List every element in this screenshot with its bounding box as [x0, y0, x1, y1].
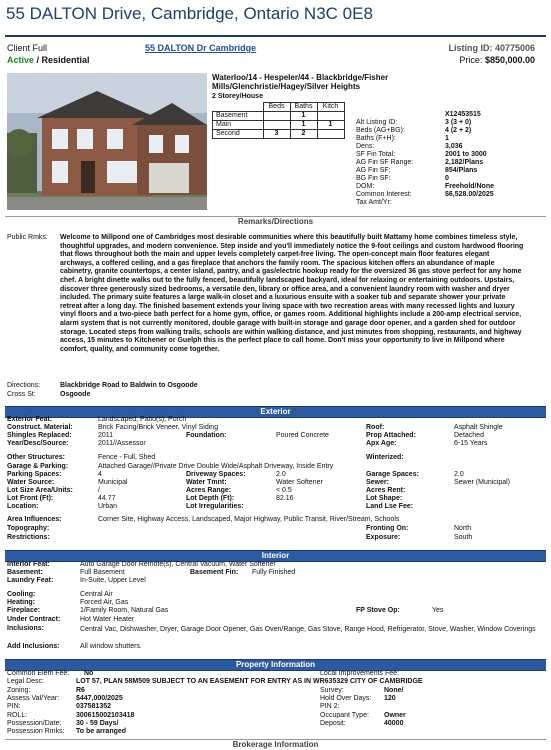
survey-value: None/	[384, 687, 404, 694]
property-type: / Residential	[36, 55, 90, 65]
fronting-value: North	[454, 525, 472, 532]
fact-value: 2001 to 3000	[445, 151, 487, 158]
garage-label: Garage & Parking:	[7, 463, 69, 470]
garage-spaces-label: Garage Spaces:	[366, 471, 419, 478]
sewer-label: Sewer:	[366, 479, 389, 486]
room-level: Second	[213, 130, 264, 139]
fronting-label: Fronting On:	[366, 525, 409, 532]
acres-range-label: Acres Range:	[186, 487, 232, 494]
roof-label: Roof:	[366, 424, 385, 431]
inclusions-label: Inclusions:	[7, 625, 44, 632]
yeardesc-value: 2011//Assessor	[98, 440, 146, 447]
fireplace-value: 1/Family Room, Natural Gas	[80, 607, 169, 614]
rooms-header-kitch: Kitch	[317, 103, 344, 112]
location-value: Urban	[98, 503, 118, 510]
heating-label: Heating:	[7, 599, 35, 606]
room-beds	[263, 112, 290, 121]
interior-feat-value: Auto Garage Door Remote(s), Central Vacuum, Water Softener	[80, 561, 276, 568]
common-fee-label: Common Elem Fee:	[7, 670, 70, 677]
construct-label: Construct. Material:	[7, 424, 73, 431]
page-title: 55 DALTON Drive, Cambridge, Ontario N3C 0E8	[6, 4, 373, 23]
header-divider	[5, 35, 546, 37]
occupant-label: Occupant Type:	[320, 712, 369, 719]
address-link[interactable]: 55 DALTON Dr Cambridge	[145, 43, 257, 53]
room-beds: 3	[263, 130, 290, 139]
garage-value: Attached Garage//Private Drive Double Wide/Asphalt Driveway, Inside Entry	[98, 463, 334, 470]
fp-stove-value: Yes	[432, 607, 444, 614]
roll-label: ROLL:	[7, 712, 28, 719]
foundation-label: Foundation:	[186, 432, 227, 439]
room-kitch: 1	[317, 121, 344, 130]
fact-row	[356, 127, 472, 142]
lot-depth-label: Lot Depth (Ft):	[186, 495, 235, 502]
remarks-heading: Remarks/Directions	[5, 216, 546, 227]
restrictions-label: Restrictions:	[7, 534, 50, 541]
yeardesc-label: Year/Desc/Source:	[7, 440, 69, 447]
rooms-header-baths: Baths	[290, 103, 317, 112]
other-structures-value: Fence - Full, Shed	[98, 454, 156, 461]
water-source-label: Water Source:	[7, 479, 55, 486]
directions-label: Directions:	[7, 382, 41, 389]
possession-remarks-value: To be arranged	[76, 728, 127, 735]
cooling-value: Central Air	[80, 591, 113, 598]
table-row	[213, 121, 345, 130]
laundry-value: In-Suite, Upper Level	[80, 577, 146, 584]
fact-row	[356, 191, 494, 206]
table-row	[213, 112, 345, 121]
land-lse-label: Land Lse Fee:	[366, 503, 414, 510]
acres-range-value: < 0.5	[276, 487, 292, 494]
status-badge: Active	[7, 55, 35, 65]
room-level: Main	[213, 121, 264, 130]
price-line	[459, 55, 535, 65]
sewer-value: Sewer (Municipal)	[454, 479, 511, 486]
fact-value: 3,036	[445, 143, 463, 150]
driveway-label: Driveway Spaces:	[186, 471, 246, 478]
fact-label: Beds (AG+BG):	[356, 127, 405, 134]
apx-age-value: 6-15 Years	[454, 440, 488, 447]
survey-label: Survey:	[320, 687, 344, 694]
roof-value: Asphalt Shingle	[454, 424, 503, 431]
facts-list	[356, 111, 495, 206]
fact-value: Freehold/None	[445, 183, 495, 190]
exposure-value: South	[454, 534, 473, 541]
driveway-value: 2.0	[276, 471, 286, 478]
exterior-feat-label: Exterior Feat:	[7, 416, 53, 423]
public-remarks-label: Public Rmks:	[7, 234, 48, 241]
legal-desc-value: LOT 57, PLAN 58M509 SUBJECT TO AN EASEMENT FOR ENTRY AS IN WR635329 CITY OF CAMBRIDGE	[76, 678, 423, 685]
directions-value: Blackbridge Road to Baldwin to Osgoode	[60, 382, 198, 389]
under-contract-value: Hot Water Heater	[80, 616, 135, 623]
roll-value: 300615002103418	[76, 712, 135, 719]
parking-value: 4	[98, 471, 102, 478]
location-label: Location:	[7, 503, 39, 510]
area-influences-value: Corner Site, Highway Access, Landscaped, Major Highway, Public Transit, River/Stream, Schools	[98, 516, 400, 523]
possession-remarks-label: Possession Rmks:	[7, 728, 65, 735]
fireplace-label: Fireplace:	[7, 607, 41, 614]
apx-age-label: Apx Age:	[366, 440, 397, 447]
fact-label: Dens:	[356, 143, 375, 150]
pin-value: 037581352	[76, 703, 112, 710]
garage-spaces-value: 2.0	[454, 471, 464, 478]
local-impr-label: Local Improvements Fee:	[320, 670, 399, 677]
exterior-heading: Exterior	[5, 406, 546, 418]
fact-value: X12453515	[445, 111, 481, 118]
fact-row	[356, 175, 449, 190]
assess-label: Assess Val/Year:	[7, 695, 60, 702]
basement-fin-label: Basement Fin:	[190, 569, 239, 576]
water-source-value: Municipal	[98, 479, 128, 486]
brokerage-heading: Brokerage Information	[5, 739, 546, 750]
room-baths: 1	[290, 121, 317, 130]
cooling-label: Cooling:	[7, 591, 36, 598]
fact-value: 854/Plans	[445, 167, 478, 174]
fact-label: Tax Amt/Yr:	[356, 199, 392, 206]
fact-value: 1	[445, 135, 449, 142]
fact-value: $6,528.00/2025	[445, 191, 494, 198]
legal-desc-label: Legal Desc:	[7, 678, 44, 685]
construct-value: Brick Facing/Brick Veneer, Vinyl Siding	[98, 424, 219, 431]
parking-label: Parking Spaces:	[7, 471, 62, 478]
room-baths: 2	[290, 130, 317, 139]
holdover-value: 120	[384, 695, 396, 702]
client-label: Client Full	[7, 43, 48, 53]
lot-depth-value: 82.16	[276, 495, 294, 502]
room-level: Basement	[213, 112, 264, 121]
room-baths: 1	[290, 112, 317, 121]
house-style: 2 Storey/House	[212, 93, 263, 100]
foundation-value: Poured Concrete	[276, 432, 329, 439]
exposure-label: Exposure:	[366, 534, 401, 541]
fact-label: AG Fin SF Range:	[356, 159, 414, 166]
pin-label: PIN:	[7, 703, 21, 710]
fact-value: 3 (3 + 0)	[445, 119, 472, 126]
holdover-label: Hold Over Days:	[320, 695, 372, 702]
winterized-label: Winterized:	[366, 454, 404, 461]
lot-front-value: 44.77	[98, 495, 116, 502]
pin2-label: PIN 2:	[320, 703, 340, 710]
water-tmnt-value: Water Softener	[276, 479, 323, 486]
fact-label: Baths (F+H):	[356, 135, 396, 142]
interior-heading: Interior	[5, 550, 546, 562]
fact-value: 2,182/Plans	[445, 159, 484, 166]
lot-size-value: /	[98, 487, 100, 494]
cross-street-label: Cross St:	[7, 391, 36, 398]
rooms-header-blank	[213, 103, 264, 112]
lot-front-label: Lot Front (Ft):	[7, 495, 54, 502]
rooms-header-beds: Beds	[263, 103, 290, 112]
interior-feat-label: Interior Feat:	[7, 561, 50, 568]
water-tmnt-label: Water Tmnt:	[186, 479, 227, 486]
basement-fin-value: Fully Finished	[252, 569, 296, 576]
add-inclusions-value: All window shutters.	[80, 643, 142, 650]
inclusions-value: Central Vac, Dishwasher, Dryer, Garage Door Opener, Gas Oven/Range, Gas Stove, Range Hood, Refrigerator, Stove, Washer, Window Coverings	[80, 626, 536, 633]
price-label: Price:	[459, 55, 483, 65]
deposit-value: 40000	[384, 720, 404, 727]
table-row	[213, 130, 345, 139]
acres-rent-label: Acres Rent:	[366, 487, 406, 494]
fact-label: SF Fin Total:	[356, 151, 396, 158]
status-line	[7, 55, 90, 65]
property-heading: Property Information	[5, 659, 546, 671]
house-image	[7, 73, 207, 210]
shingles-label: Shingles Replaced:	[7, 432, 72, 439]
room-beds	[263, 121, 290, 130]
exterior-feat-value: Landscaped, Patio(s), Porch	[98, 416, 187, 423]
topography-label: Topography:	[7, 525, 50, 532]
deposit-label: Deposit:	[320, 720, 346, 727]
possession-label: Possession/Date:	[7, 720, 62, 727]
possession-value: 30 - 59 Days/	[76, 720, 119, 727]
assess-value: $447,000/2025	[76, 695, 123, 702]
fact-label: Common Interest:	[356, 191, 412, 198]
fact-label: DOM:	[356, 183, 375, 190]
room-kitch	[317, 112, 344, 121]
prop-attached-label: Prop Attached:	[366, 432, 416, 439]
basement-value: Full Basement	[80, 569, 125, 576]
fact-value: 0	[445, 175, 449, 182]
fact-row	[356, 167, 478, 182]
shingles-value: 2011	[98, 432, 114, 439]
price-value: $850,000.00	[484, 55, 535, 65]
area-influences-label: Area Influences:	[7, 516, 62, 523]
common-fee-value: No	[84, 670, 94, 677]
fact-value: 4 (2 + 2)	[445, 127, 472, 134]
fact-label: Alt Listing ID:	[356, 119, 398, 126]
fact-label: AG Fin SF:	[356, 167, 391, 174]
basement-label: Basement:	[7, 569, 43, 576]
add-inclusions-label: Add Inclusions:	[7, 643, 60, 650]
area-description: Waterloo/14 - Hespeler/44 - Blackbridge/Fisher Mills/Glenchristie/Hagey/Silver Heights	[212, 73, 389, 91]
fact-row	[356, 143, 463, 158]
property-photo[interactable]	[7, 73, 207, 210]
laundry-label: Laundry Feat:	[7, 577, 54, 584]
occupant-value: Owner	[384, 712, 406, 719]
heating-value: Forced Air, Gas	[80, 599, 129, 606]
listing-id: Listing ID: 40775006	[448, 43, 535, 53]
prop-attached-value: Detached	[454, 432, 484, 439]
rooms-table	[212, 102, 345, 139]
fact-label: BG Fin SF:	[356, 175, 391, 182]
lot-shape-label: Lot Shape:	[366, 495, 403, 502]
room-kitch	[317, 130, 344, 139]
other-structures-label: Other Structures:	[7, 454, 65, 461]
under-contract-label: Under Contract:	[7, 616, 61, 623]
fp-stove-label: FP Stove Op:	[356, 607, 400, 614]
cross-street-value: Osgoode	[60, 391, 91, 398]
public-remarks-text: Welcome to Millpond one of Cambridges most desirable communities where this beautifully built Mattamy home combines timeless style, thoughtful upgrades, and modern convenience. Step inside and you'll immediately notice the 9-foot ceilings and custom hardwood flooring that flows throughout both the main and upper levels completely carpet-free living. The open-concept main floor features elegant archways, a coffered ceiling, and a gas fireplace that anchors the family room. The spacious kitchen offers an abundance of maple cabinetry, granite countertops, a center island, pantry, and a gas/electric hookup ready for the oversized 36 gas stove perfect for any home chef. A bright dinette walks out to the fully fenced, beautifully landscaped backyard, ideal for relaxing or entertaining outdoors. Upstairs, discover three generously sized bedrooms, a versatile den, library or office area, and a convenient laundry room with washer and dryer included. The primary suite features a large walk-in closet and a luxurious ensuite with a soaker tub and separate shower your private retreat after a long day. The finished basement extends your living space with two recreation areas with many recessed lights and luxury vinyl floors and a two-piece bath perfect for a home gym, office, or games room. Additional highlights include a 200-amp electrical service, alarm system that is not currently monitored, double garage with built-in storage and garage door opener, and a garden shed for outdoor storage. Located steps from walking trails, schools are within walking distance, and just minutes from shopping, restaurants, and highway access, 15 minutes to Kitchener or Guelph this is the perfect place to call home. Don't miss your opportunity to live in Millpond where comfort, quality, and community come together.	[60, 234, 524, 353]
zoning-label: Zoning:	[7, 687, 31, 694]
rooms-table-header	[213, 103, 345, 112]
lot-irreg-label: Lot Irregularities:	[186, 503, 244, 510]
lot-size-label: Lot Size Area/Units:	[7, 487, 73, 494]
zoning-value: R6	[76, 687, 85, 694]
fact-row	[356, 135, 449, 150]
